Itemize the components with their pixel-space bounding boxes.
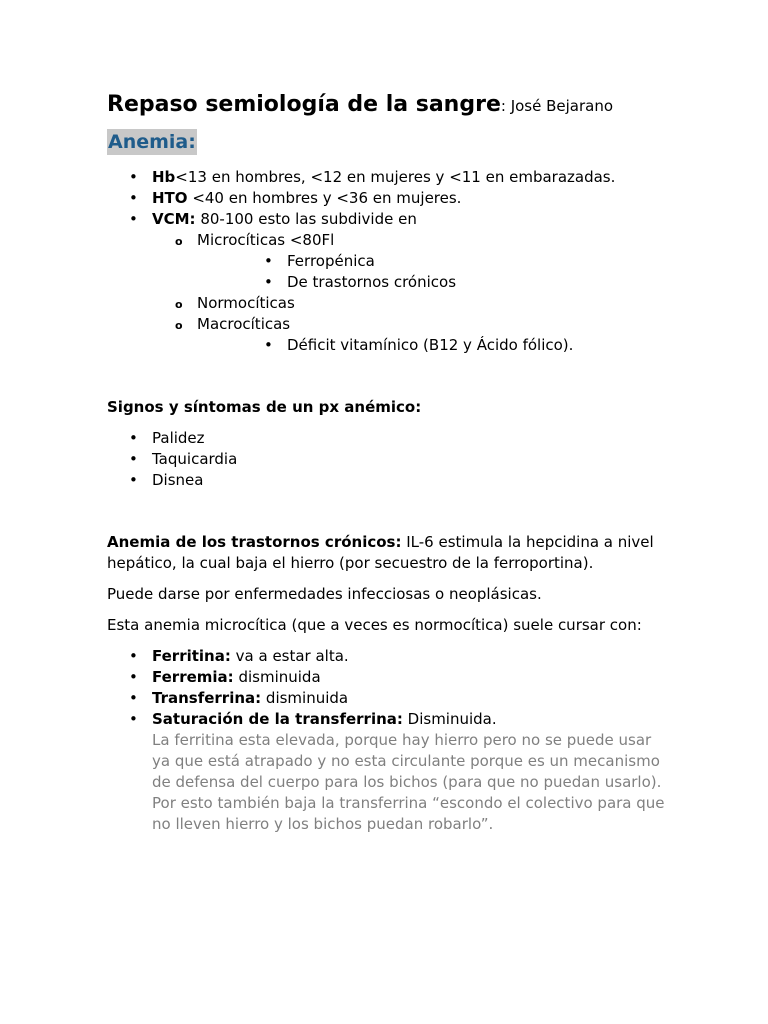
bullet-icon: •	[264, 273, 273, 291]
list-item	[107, 188, 667, 209]
list-item	[107, 209, 667, 230]
author-name: : José Bejarano	[500, 97, 614, 115]
cronicos-paragraph	[107, 532, 667, 574]
anemia-heading-wrap	[107, 129, 667, 157]
list-item	[107, 688, 667, 709]
cronicos-list	[107, 646, 667, 730]
circle-bullet-icon: o	[175, 298, 183, 311]
cronicos-text: IL-6 estimula la hepcidina a nivel hepático, la cual baja el hierro (por secuestro de la ferroportina).	[107, 533, 654, 572]
item-text: Palidez	[152, 429, 205, 447]
item-label: Hb	[152, 168, 176, 186]
anemia-list	[107, 167, 667, 356]
signos-heading	[107, 397, 667, 418]
signos-list	[107, 428, 667, 491]
item-text: Macrocíticas	[197, 315, 291, 333]
item-label: HTO	[152, 189, 188, 207]
note-paragraph: La ferritina esta elevada, porque hay hierro pero no se puede usar ya que está atrapado y no esta circulante porque es un mecanismo de defensa del cuerpo para los bichos (para que no puedan usarlo). Por esto también baja la transferrina “escondo el colectivo para que no lleven hierro y los bichos puedan robarlo”.	[152, 731, 665, 833]
item-text: Déficit vitamínico (B12 y Ácido fólico).	[287, 336, 574, 354]
list-item	[107, 167, 667, 188]
bullet-icon: •	[129, 689, 138, 707]
bullet-icon: •	[129, 471, 138, 489]
signos-heading-text: Signos y síntomas de un px anémico:	[107, 398, 422, 416]
item-text: De trastornos crónicos	[287, 273, 457, 291]
item-text: disminuida	[233, 668, 321, 686]
circle-bullet-icon: o	[175, 319, 183, 332]
item-text: <13 en hombres, <12 en mujeres y <11 en embarazadas.	[175, 168, 616, 186]
circle-bullet-icon: o	[175, 235, 183, 248]
item-text: disminuida	[261, 689, 349, 707]
item-text: Taquicardia	[152, 450, 238, 468]
sub-sub-list-item	[107, 335, 667, 356]
bullet-icon: •	[129, 210, 138, 228]
bullet-icon: •	[129, 668, 138, 686]
item-label: VCM:	[152, 210, 196, 228]
item-label: Ferritina:	[152, 647, 231, 665]
item-text: Normocíticas	[197, 294, 295, 312]
paragraph: Esta anemia microcítica (que a veces es normocítica) suele cursar con:	[107, 616, 642, 634]
bullet-icon: •	[264, 336, 273, 354]
item-label: Saturación de la transferrina:	[152, 710, 403, 728]
document-page	[107, 86, 667, 835]
sub-list-item	[107, 293, 667, 314]
item-label: Ferremia:	[152, 668, 234, 686]
bullet-icon: •	[129, 429, 138, 447]
bullet-icon: •	[264, 252, 273, 270]
item-text: Disminuida.	[402, 710, 497, 728]
item-text: va a estar alta.	[230, 647, 349, 665]
list-item	[107, 646, 667, 667]
item-text: Disnea	[152, 471, 204, 489]
document-title	[107, 86, 667, 125]
anemia-heading: Anemia:	[108, 131, 196, 153]
bullet-icon: •	[129, 647, 138, 665]
list-item	[107, 667, 667, 688]
item-text: Ferropénica	[287, 252, 375, 270]
bullet-icon: •	[129, 168, 138, 186]
item-text: <40 en hombres y <36 en mujeres.	[187, 189, 462, 207]
list-item	[107, 449, 667, 470]
list-item	[107, 709, 667, 730]
sub-list-item	[107, 230, 667, 251]
item-label: Transferrina:	[152, 689, 262, 707]
item-text: Microcíticas <80Fl	[197, 231, 335, 249]
paragraph: Puede darse por enfermedades infecciosas o neoplásicas.	[107, 585, 542, 603]
list-item	[107, 428, 667, 449]
item-text: 80-100 esto las subdivide en	[195, 210, 417, 228]
bullet-icon: •	[129, 710, 138, 728]
title-text: Repaso semiología de la sangre	[107, 92, 501, 117]
cronicos-label: Anemia de los trastornos crónicos:	[107, 533, 402, 551]
list-item	[107, 470, 667, 491]
bullet-icon: •	[129, 189, 138, 207]
sub-sub-list-item	[107, 251, 667, 272]
sub-list-item	[107, 314, 667, 335]
sub-sub-list-item	[107, 272, 667, 293]
bullet-icon: •	[129, 450, 138, 468]
